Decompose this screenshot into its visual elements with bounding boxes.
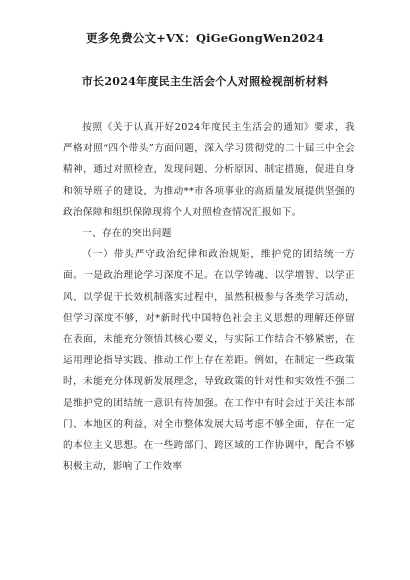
- document-body: [63, 117, 355, 477]
- section-heading: 一、存在的突出问题: [82, 228, 172, 240]
- body-paragraph: （一）带头严守政治纪律和政治规矩，维护党的团结统一方面。一是政治理论学习深度不足。在以学铸魂、以学增智、以学正风、以学促干长效机制落实过程中，虽然积极参与各类学习活动，但学习深度不够，对*新时代中国特色社会主义思想的理解还停留在表面，未能充分领悟其核心要义，与实际工作结合不够紧密，在运用理论指导实践、推动工作上存在差距。例如，在制定一些政策时，未能充分体现新发展理念，导致政策的针对性和实效性不强二是维护党的团结统一意识有待加强。在工作中有时会过于关注本部门、本地区的利益，对全市整体发展大局考虑不够全面，存在一定的本位主义思想。在一些跨部门、跨区域的工作协调中，配合不够积极主动，影响了工作效率: [63, 249, 355, 473]
- document-title: 市长2024年度民主生活会个人对照检视剖析材料: [81, 75, 329, 88]
- promo-header: 更多免费公文+VX：QiGeGongWen2024: [85, 31, 325, 45]
- intro-paragraph: 按照《关于认真开好2024年度民主生活会的通知》要求，我严格对照“四个带头”方面问题，深入学习贯彻党的二十届三中全会精神，通过对照检查，发现问题、分析原因、制定措施，促进自身和领导班子的建设，为推动**市各项事业的高质量发展提供坚强的政治保障和组织保障现将个人对照检查情况汇报如下。: [63, 122, 355, 218]
